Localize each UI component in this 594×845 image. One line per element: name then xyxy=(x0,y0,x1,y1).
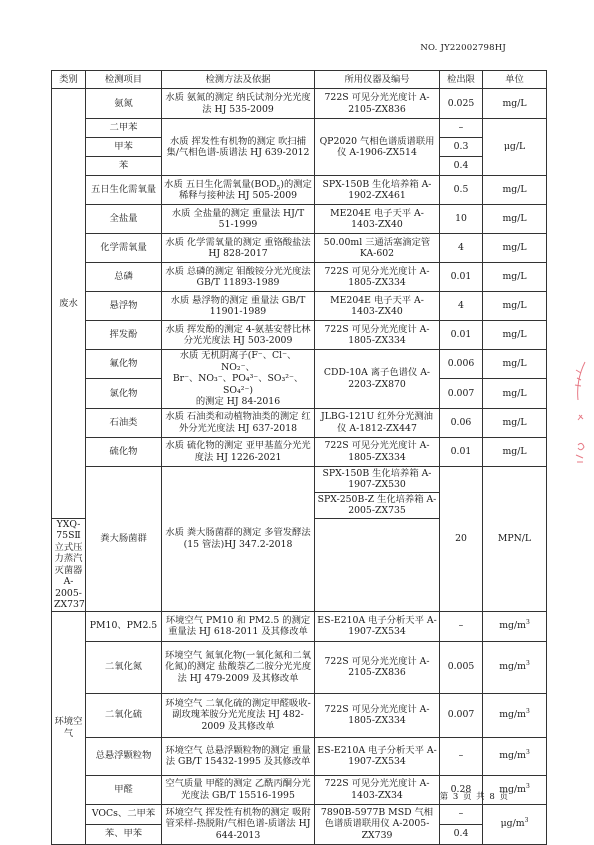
item-cell: 二氧化硫 xyxy=(86,693,162,737)
method-cell: 环境空气 PM10 和 PM2.5 的测定 重量法 HJ 618-2011 及其修改单 xyxy=(162,611,315,641)
unit-cell: mg/L xyxy=(483,205,547,234)
table-row xyxy=(52,611,547,641)
unit-cell: mg/L xyxy=(483,379,547,408)
method-cell: 水质 挥发性有机物的测定 吹扫捕集/气相色谱-质谱法 HJ 639-2012 xyxy=(162,119,315,176)
table-row xyxy=(52,437,547,466)
method-cell: 水质 硫化物的测定 亚甲基蓝分光光度法 HJ 1226-2021 xyxy=(162,437,315,466)
method-cell: 水质 悬浮物的测定 重量法 GB/T 11901-1989 xyxy=(162,292,315,321)
limit-cell: 20 xyxy=(440,466,483,611)
limit-cell: 0.4 xyxy=(440,157,483,176)
instrument-cell: 722S 可见分光光度计 A-1805-ZX334 xyxy=(315,321,440,350)
category-wastewater: 废水 xyxy=(52,89,86,519)
instrument-cell: 7890B-5977B MSD 气相色谱质谱联用仪 A-2005-ZX739 xyxy=(315,804,440,844)
instrument-cell: ES-E210A 电子分析天平 A-1907-ZX534 xyxy=(315,611,440,641)
table-row xyxy=(52,737,547,775)
unit-base: mg/m xyxy=(499,783,526,795)
unit-cell xyxy=(483,737,547,775)
unit-base: mg/m xyxy=(499,750,526,762)
unit-cell: mg/L xyxy=(483,89,547,119)
table-row xyxy=(52,693,547,737)
unit-cell xyxy=(483,804,547,844)
unit-cell: mg/L xyxy=(483,350,547,379)
item-cell: 苯 xyxy=(86,157,162,176)
item-cell: 二甲苯 xyxy=(86,119,162,138)
item-cell: 全盐量 xyxy=(86,205,162,234)
unit-cell xyxy=(483,641,547,693)
header-category: 类别 xyxy=(52,71,86,89)
item-cell: 总悬浮颗粒物 xyxy=(86,737,162,775)
method-line: 水质 无机阴离子(F⁻、Cl⁻、NO₂⁻、 xyxy=(179,350,297,373)
unit-cell: mg/L xyxy=(483,176,547,205)
unit-base: μg/m xyxy=(500,818,525,830)
method-cell: 水质 石油类和动植物油类的测定 红外分光光度法 HJ 637-2018 xyxy=(162,408,315,437)
unit-cell: MPN/L xyxy=(483,466,547,611)
seal-stamp-icon xyxy=(572,360,588,470)
unit-sup: 3 xyxy=(525,660,530,668)
method-cell: 环境空气 氮氧化物(一氧化氮和二氧化氮)的测定 盐酸萘乙二胺分光光度法 HJ 479-2009 及其修改单 xyxy=(162,641,315,693)
item-cell: 化学需氧量 xyxy=(86,234,162,263)
method-cell: 空气质量 甲醛的测定 乙酰丙酮分光光度法 GB/T 15516-1995 xyxy=(162,775,315,804)
unit-cell: mg/L xyxy=(483,292,547,321)
limit-cell: 0.005 xyxy=(440,641,483,693)
instrument-cell: ME204E 电子天平 A-1403-ZX40 xyxy=(315,292,440,321)
instrument-cell: 722S 可见分光光度计 A-2105-ZX836 xyxy=(315,641,440,693)
instrument-cell: 722S 可见分光光度计 A-2105-ZX836 xyxy=(315,89,440,119)
item-cell: PM10、PM2.5 xyxy=(86,611,162,641)
instrument-cell: CDD-10A 离子色谱仪 A-2203-ZX870 xyxy=(315,350,440,409)
unit-cell: mg/L xyxy=(483,408,547,437)
instrument-cell: ME204E 电子天平 A-1403-ZX40 xyxy=(315,205,440,234)
unit-sup: 3 xyxy=(524,817,529,825)
unit-cell: mg/L xyxy=(483,234,547,263)
method-line: Br⁻、NO₃⁻、PO₄³⁻、SO₃²⁻、SO₄²⁻) xyxy=(172,373,304,396)
limit-cell: – xyxy=(440,804,483,824)
limit-cell: 0.01 xyxy=(440,263,483,292)
instrument-cell: SPX-250B-Z 生化培养箱 A-2005-ZX735 xyxy=(315,492,440,518)
item-cell: 硫化物 xyxy=(86,437,162,466)
table-row xyxy=(52,234,547,263)
limit-cell: – xyxy=(440,737,483,775)
item-cell: 五日生化需氧量 xyxy=(86,176,162,205)
unit-base: mg/m xyxy=(499,620,526,632)
item-cell: 氟化物 xyxy=(86,350,162,379)
unit-cell xyxy=(483,693,547,737)
limit-cell: 0.007 xyxy=(440,693,483,737)
method-cell: 水质 粪大肠菌群的测定 多管发酵法(15 管法)HJ 347.2-2018 xyxy=(162,466,315,611)
item-cell: 甲苯 xyxy=(86,138,162,157)
method-text-part: 水质 五日生化需氧量(BOD xyxy=(164,178,277,190)
table-row xyxy=(52,263,547,292)
unit-cell: μg/L xyxy=(483,119,547,176)
unit-cell: mg/L xyxy=(483,321,547,350)
header-limit: 检出限 xyxy=(440,71,483,89)
limit-cell: – xyxy=(440,119,483,138)
method-cell: 水质 全盐量的测定 重量法 HJ/T 51-1999 xyxy=(162,205,315,234)
item-cell: 总磷 xyxy=(86,263,162,292)
unit-base: mg/m xyxy=(499,661,526,673)
limit-cell: 0.4 xyxy=(440,824,483,844)
limit-cell: – xyxy=(440,611,483,641)
table-row xyxy=(52,804,547,824)
seal-stamp-fragment xyxy=(572,360,588,474)
item-cell: 挥发酚 xyxy=(86,321,162,350)
limit-cell: 0.01 xyxy=(440,321,483,350)
page-footer: 第 3 页 共 8 页 xyxy=(439,792,508,802)
table-header-row xyxy=(52,71,547,89)
limit-cell: 10 xyxy=(440,205,483,234)
limit-cell: 0.5 xyxy=(440,176,483,205)
item-cell: VOCs、二甲苯 xyxy=(86,804,162,824)
unit-base: mg/m xyxy=(499,709,526,721)
table-row xyxy=(52,89,547,119)
header-method: 检测方法及依据 xyxy=(162,71,315,89)
method-cell: 水质 挥发酚的测定 4-氨基安替比林分光光度法 HJ 503-2009 xyxy=(162,321,315,350)
unit-sup: 3 xyxy=(525,619,530,627)
item-cell: 粪大肠菌群 xyxy=(86,466,162,611)
table-row xyxy=(52,466,547,492)
unit-cell xyxy=(483,611,547,641)
method-cell: 水质 总磷的测定 钼酸铵分光光度法 GB/T 11893-1989 xyxy=(162,263,315,292)
table-row xyxy=(52,205,547,234)
unit-sup: 3 xyxy=(525,708,530,716)
item-cell: 甲醛 xyxy=(86,775,162,804)
instrument-cell: JLBG-121U 红外分光测油仪 A-1812-ZX447 xyxy=(315,408,440,437)
method-cell: 环境空气 二氧化硫的测定甲醛吸收-副玫瑰苯胺分光光度法 HJ 482-2009 及其修改单 xyxy=(162,693,315,737)
item-cell: 氯化物 xyxy=(86,379,162,408)
item-cell: 石油类 xyxy=(86,408,162,437)
test-methods-table xyxy=(51,70,547,845)
method-cell xyxy=(162,350,315,409)
method-text-part: )的测定 稀释与接种法 HJ 505-2009 xyxy=(178,178,312,201)
instrument-cell: SPX-150B 生化培养箱 A-1907-ZX530 xyxy=(315,466,440,492)
limit-cell: 4 xyxy=(440,292,483,321)
limit-cell: 0.28 xyxy=(440,775,483,804)
limit-cell: 0.006 xyxy=(440,350,483,379)
unit-sup: 3 xyxy=(525,782,530,790)
unit-sup: 3 xyxy=(525,749,530,757)
limit-cell: 0.025 xyxy=(440,89,483,119)
instrument-cell: ES-E210A 电子分析天平 A-1907-ZX534 xyxy=(315,737,440,775)
method-cell: 水质 化学需氧量的测定 重铬酸盐法 HJ 828-2017 xyxy=(162,234,315,263)
limit-cell: 0.007 xyxy=(440,379,483,408)
method-cell: 环境空气 总悬浮颗粒物的测定 重量法 GB/T 15432-1995 及其修改单 xyxy=(162,737,315,775)
instrument-cell: 50.00ml 三通活塞滴定管 KA-602 xyxy=(315,234,440,263)
unit-cell: mg/L xyxy=(483,437,547,466)
item-cell: 二氧化氮 xyxy=(86,641,162,693)
category-air: 环境空气 xyxy=(52,611,86,844)
table-row xyxy=(52,641,547,693)
instrument-cell: 722S 可见分光光度计 A-1403-ZX34 xyxy=(315,775,440,804)
item-cell: 氨氮 xyxy=(86,89,162,119)
table-row xyxy=(52,321,547,350)
report-number: NO. JY22002798HJ xyxy=(420,43,506,53)
table-row xyxy=(52,408,547,437)
table-row xyxy=(52,176,547,205)
limit-cell: 0.06 xyxy=(440,408,483,437)
limit-cell: 0.3 xyxy=(440,138,483,157)
instrument-cell: QP2020 气相色谱质谱联用仪 A-1906-ZX514 xyxy=(315,119,440,176)
method-line: 的测定 HJ 84-2016 xyxy=(195,396,281,407)
instrument-cell: YXQ-75SⅡ 立式压力蒸汽灭菌器 A-2005-ZX737 xyxy=(52,518,86,611)
method-cell xyxy=(162,176,315,205)
item-cell: 苯、甲苯 xyxy=(86,824,162,844)
method-cell: 环境空气 挥发性有机物的测定 吸附管采样-热脱附/气相色谱-质谱法 HJ 644-2013 xyxy=(162,804,315,844)
header-instrument: 所用仪器及编号 xyxy=(315,71,440,89)
table-row xyxy=(52,292,547,321)
method-subscript: 5 xyxy=(276,184,281,192)
limit-cell: 4 xyxy=(440,234,483,263)
table-row xyxy=(52,350,547,379)
instrument-cell: 722S 可见分光光度计 A-1805-ZX334 xyxy=(315,693,440,737)
instrument-cell: SPX-150B 生化培养箱 A-1902-ZX461 xyxy=(315,176,440,205)
instrument-cell: 722S 可见分光光度计 A-1805-ZX334 xyxy=(315,263,440,292)
header-item: 检测项目 xyxy=(86,71,162,89)
limit-cell: 0.01 xyxy=(440,437,483,466)
instrument-cell: 722S 可见分光光度计 A-1805-ZX334 xyxy=(315,437,440,466)
table-row xyxy=(52,119,547,138)
item-cell: 悬浮物 xyxy=(86,292,162,321)
unit-cell: mg/L xyxy=(483,263,547,292)
method-cell: 水质 氨氮的测定 纳氏试剂分光光度法 HJ 535-2009 xyxy=(162,89,315,119)
header-unit: 单位 xyxy=(483,71,547,89)
